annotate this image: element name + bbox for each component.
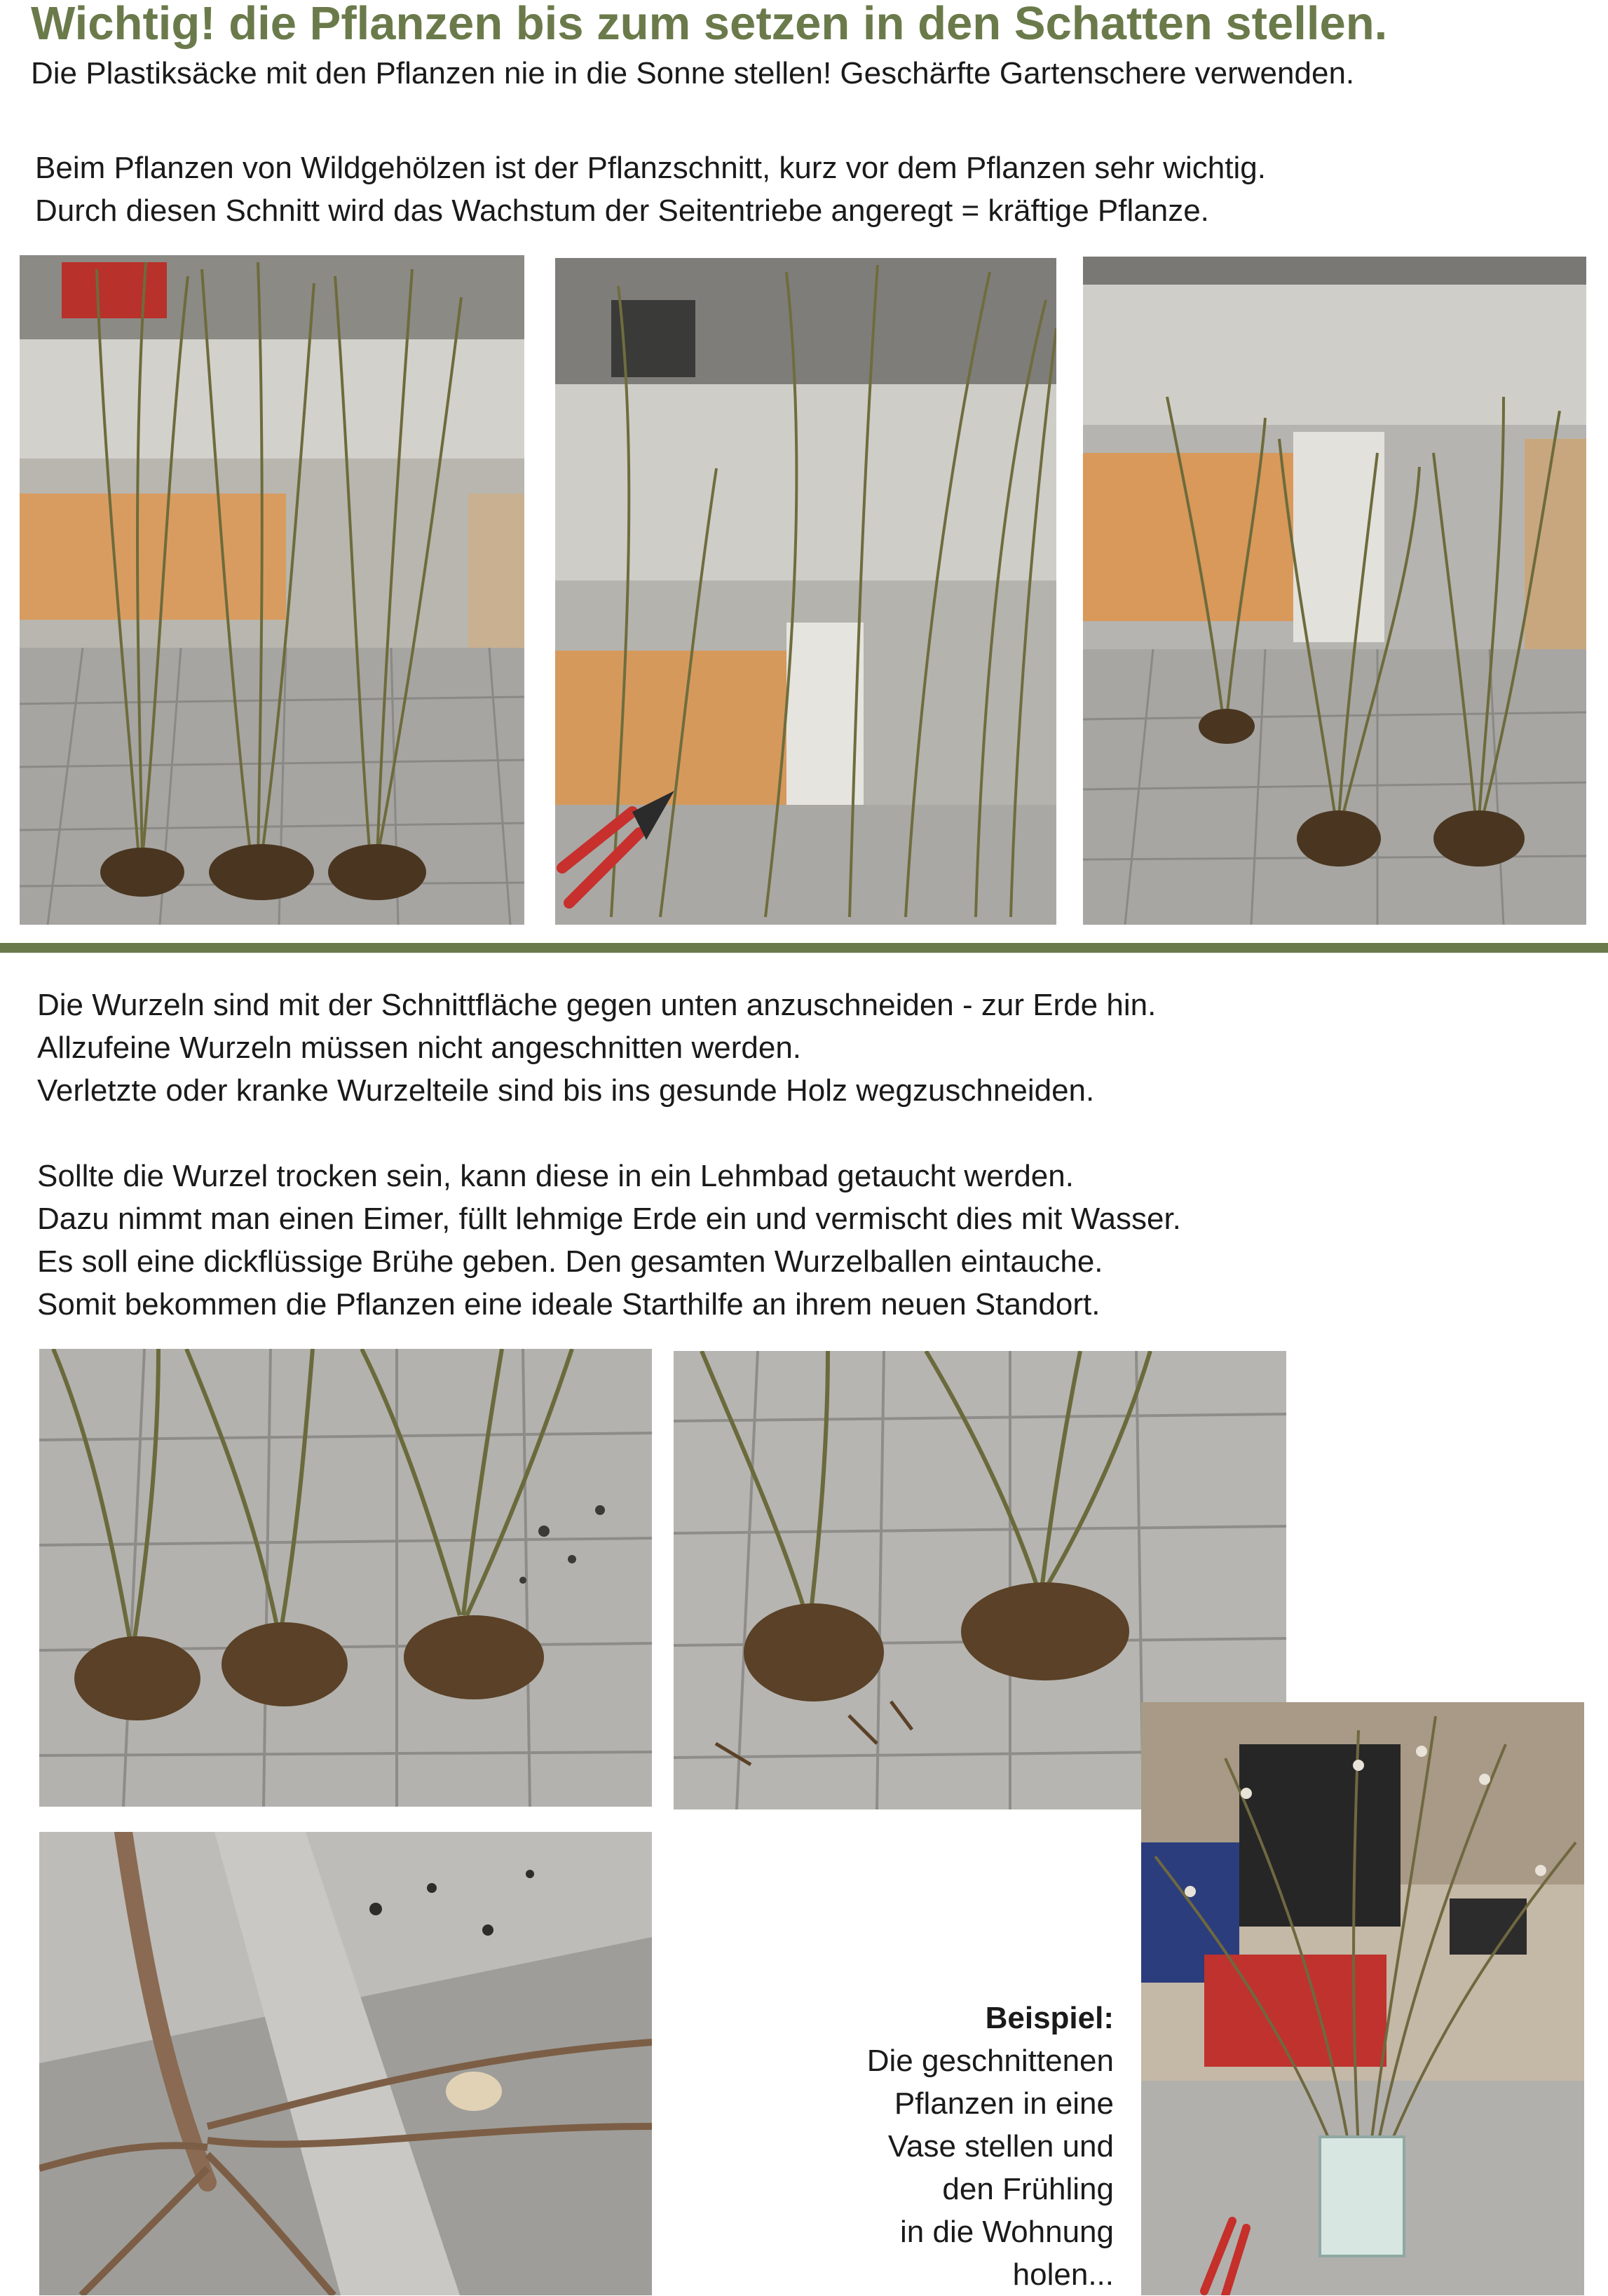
page-title: Wichtig! die Pflanzen bis zum setzen in den Schatten stellen. (31, 0, 1388, 50)
example-label: Beispiel: (985, 2001, 1114, 2035)
photo-shrubs-after-cut (1083, 257, 1586, 925)
clay-line-1: Sollte die Wurzel trocken sein, kann diese in ein Lehmbad getaucht werden. (37, 1159, 1074, 1193)
intro-line-2: Durch diesen Schnitt wird das Wachstum der Seitentriebe angeregt = kräftige Pflanze. (35, 193, 1209, 228)
roots-line-3: Verletzte oder kranke Wurzelteile sind bis ins gesunde Holz wegzuschneiden. (37, 1073, 1095, 1108)
roots-line-1: Die Wurzeln sind mit der Schnittfläche gegen unten anzuschneiden - zur Erde hin. (37, 988, 1157, 1022)
example-line-5: in die Wohnung (900, 2215, 1114, 2249)
clay-line-2: Dazu nimmt man einen Eimer, füllt lehmige Erde ein und vermischt dies mit Wasser. (37, 1202, 1181, 1236)
example-line-1: Die geschnittenen (866, 2044, 1114, 2078)
example-line-2: Pflanzen in eine (894, 2086, 1114, 2121)
example-line-4: den Frühling (942, 2172, 1114, 2206)
clay-line-4: Somit bekommen die Pflanzen eine ideale Starthilfe an ihrem neuen Standort. (37, 1287, 1101, 1322)
intro-line-1: Beim Pflanzen von Wildgehölzen ist der Pflanzschnitt, kurz vor dem Pflanzen sehr wichtig. (35, 151, 1266, 185)
page-subtitle: Die Plastiksäcke mit den Pflanzen nie in die Sonne stellen! Geschärfte Gartenschere verwenden. (31, 56, 1355, 90)
example-caption (867, 1997, 1114, 2296)
example-line-6: holen... (1012, 2257, 1114, 2292)
photo-roots-three (39, 1349, 652, 1807)
photo-pruning-cut (555, 258, 1056, 925)
clay-line-3: Es soll eine dickflüssige Brühe geben. Den gesamten Wurzelballen eintauche. (37, 1244, 1103, 1279)
photo-shrubs-before-cut (20, 255, 524, 925)
photo-root-closeup (39, 1832, 652, 2295)
photo-vase-branches (1141, 1702, 1584, 2295)
section-divider (0, 943, 1608, 953)
roots-line-2: Allzufeine Wurzeln müssen nicht angeschnitten werden. (37, 1031, 802, 1065)
example-line-3: Vase stellen und (887, 2129, 1114, 2163)
